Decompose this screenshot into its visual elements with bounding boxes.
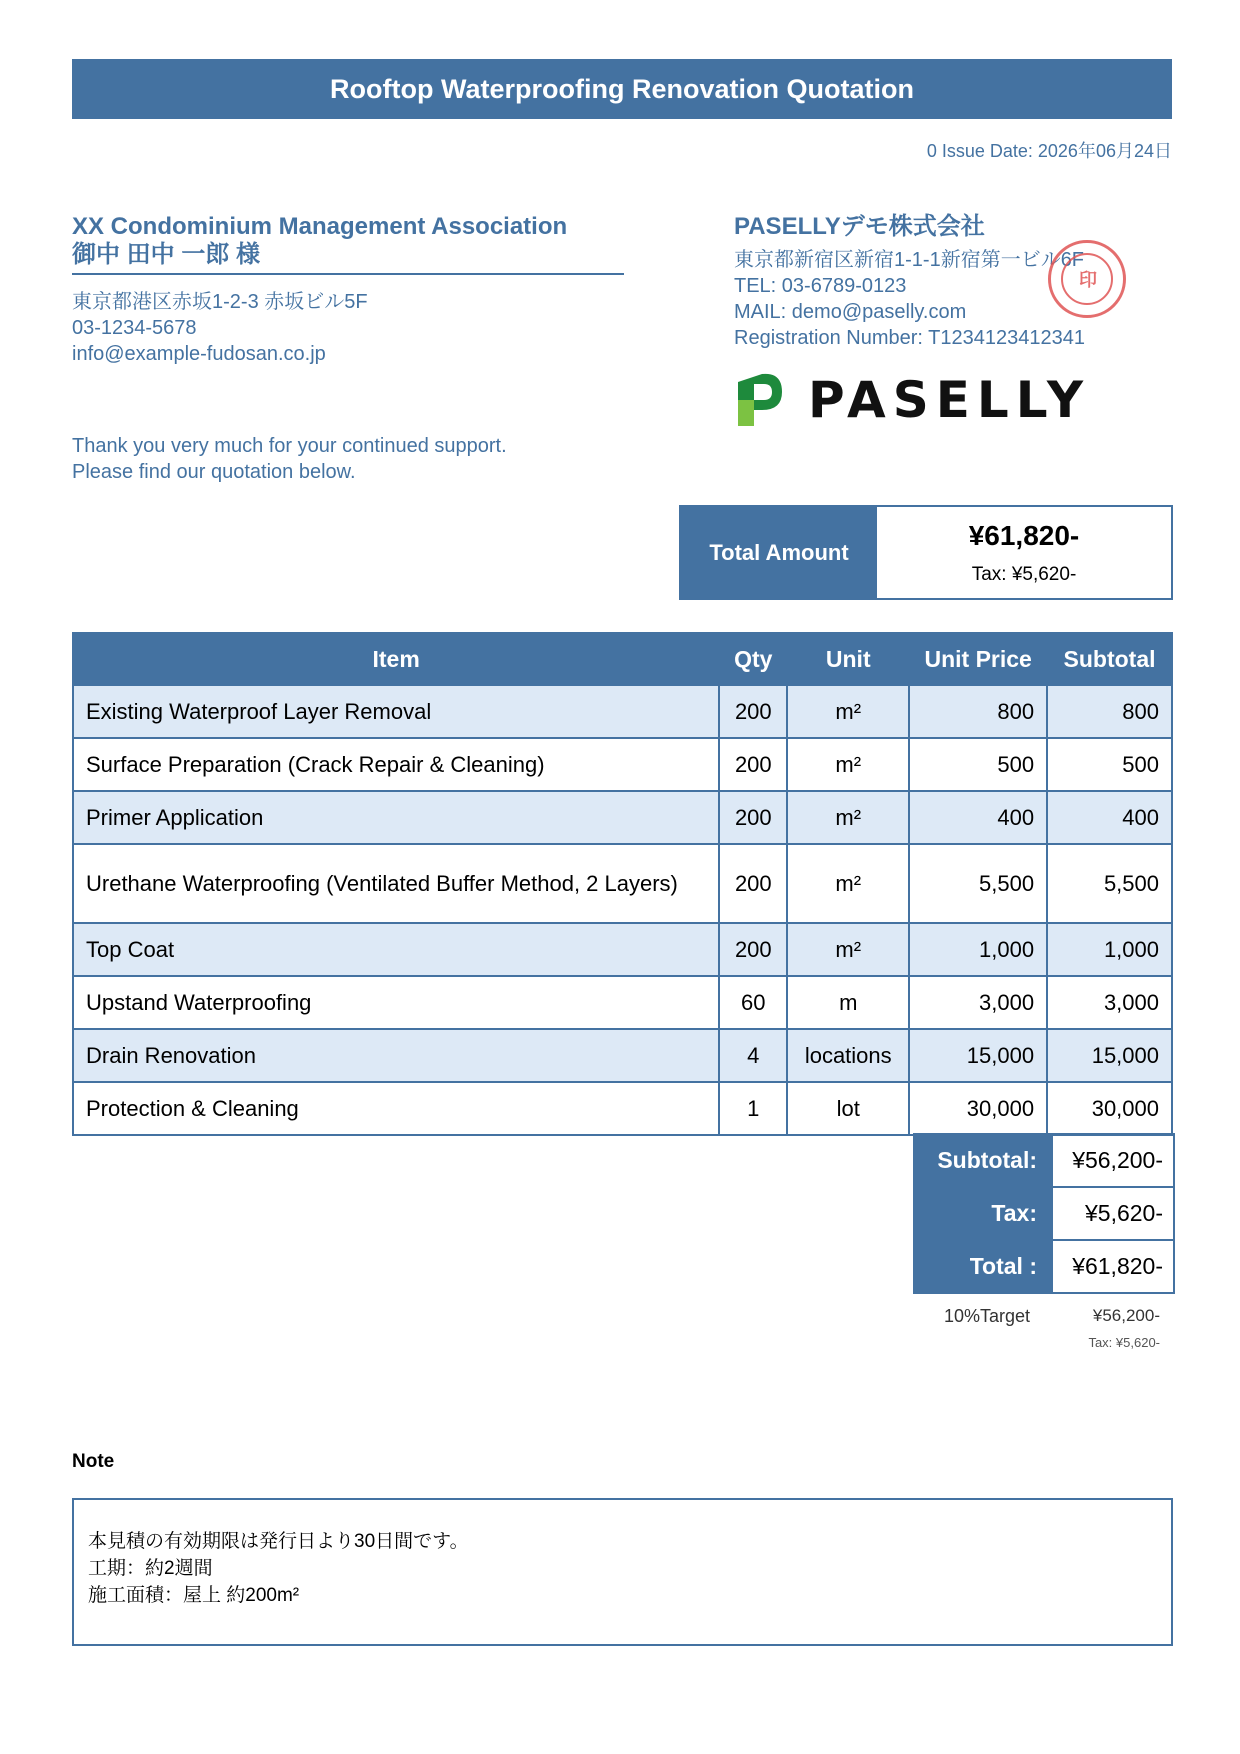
greeting	[72, 433, 507, 485]
document-title: Rooftop Waterproofing Renovation Quotation	[72, 59, 1172, 119]
cell-unit: m²	[787, 685, 909, 738]
company-address: 東京都新宿区新宿1-1-1新宿第一ビル6F	[734, 249, 1085, 271]
client-phone: 03-1234-5678	[72, 317, 197, 339]
cell-unit-price: 30,000	[909, 1082, 1047, 1135]
client-name	[72, 213, 624, 275]
cell-item: Surface Preparation (Crack Repair & Cleaning)	[73, 738, 719, 791]
cell-item: Protection & Cleaning	[73, 1082, 719, 1135]
seal-icon: 印	[1077, 270, 1097, 288]
cell-unit-price: 800	[909, 685, 1047, 738]
summary-tax-value: ¥5,620-	[1052, 1187, 1174, 1240]
company-name: PASELLYデモ株式会社	[734, 213, 985, 240]
cell-unit-price: 500	[909, 738, 1047, 791]
summary-subtotal-value: ¥56,200-	[1052, 1134, 1174, 1187]
cell-unit-price: 1,000	[909, 923, 1047, 976]
cell-subtotal: 800	[1047, 685, 1172, 738]
summary-tax-row	[914, 1187, 1174, 1240]
paselly-logo-icon	[734, 370, 786, 430]
cell-qty: 200	[719, 923, 787, 976]
cell-unit: m²	[787, 738, 909, 791]
cell-subtotal: 3,000	[1047, 976, 1172, 1029]
cell-unit-price: 15,000	[909, 1029, 1047, 1082]
tax-target-amount: ¥56,200-	[1092, 1306, 1160, 1325]
tax-target-label: 10%Target	[944, 1306, 1031, 1326]
column-header-qty: Qty	[719, 633, 787, 685]
total-amount-label: Total Amount	[681, 507, 877, 598]
table-row	[73, 1029, 1172, 1082]
client-block	[72, 213, 624, 367]
cell-qty: 200	[719, 844, 787, 923]
cell-subtotal: 500	[1047, 738, 1172, 791]
client-contact	[72, 289, 624, 367]
cell-qty: 200	[719, 685, 787, 738]
cell-subtotal: 15,000	[1047, 1029, 1172, 1082]
cell-unit: locations	[787, 1029, 909, 1082]
summary-tax-label: Tax:	[914, 1187, 1052, 1240]
client-address: 東京都港区赤坂1-2-3 赤坂ビル5F	[72, 291, 368, 313]
summary-subtotal-row	[914, 1134, 1174, 1187]
cell-unit: m²	[787, 844, 909, 923]
total-amount-tax: Tax: ¥5,620-	[971, 563, 1077, 585]
cell-unit: m	[787, 976, 909, 1029]
cell-item: Urethane Waterproofing (Ventilated Buffer Method, 2 Layers)	[73, 844, 719, 923]
table-row	[73, 685, 1172, 738]
table-row	[73, 791, 1172, 844]
company-block	[734, 213, 1085, 351]
company-tel: TEL: 03-6789-0123	[734, 275, 907, 297]
column-header-unit-price: Unit Price	[909, 633, 1047, 685]
table-row	[73, 844, 1172, 923]
client-email: info@example-fudosan.co.jp	[72, 343, 326, 365]
cell-qty: 1	[719, 1082, 787, 1135]
note-line: 工期：約2週間	[88, 1558, 213, 1579]
note-label: Note	[72, 1451, 115, 1472]
logo-wordmark: PASELLY	[808, 371, 1091, 429]
summary-total-row	[914, 1240, 1174, 1293]
note-line: 本見積の有効期限は発行日より30日間です。	[88, 1531, 469, 1552]
cell-subtotal: 400	[1047, 791, 1172, 844]
cell-item: Existing Waterproof Layer Removal	[73, 685, 719, 738]
cell-unit: lot	[787, 1082, 909, 1135]
cell-item: Upstand Waterproofing	[73, 976, 719, 1029]
line-items-table	[72, 632, 1173, 1136]
cell-qty: 60	[719, 976, 787, 1029]
company-logo	[734, 370, 1090, 430]
company-seal-stamp	[1048, 240, 1126, 318]
cell-item: Primer Application	[73, 791, 719, 844]
cell-unit-price: 400	[909, 791, 1047, 844]
cell-qty: 4	[719, 1029, 787, 1082]
summary-subtotal-label: Subtotal:	[914, 1134, 1052, 1187]
cell-subtotal: 30,000	[1047, 1082, 1172, 1135]
column-header-subtotal: Subtotal	[1047, 633, 1172, 685]
cell-qty: 200	[719, 738, 787, 791]
company-contact	[734, 247, 1085, 351]
note-line: 施工面積：屋上 約200m²	[88, 1585, 300, 1606]
cell-unit: m²	[787, 791, 909, 844]
client-name-line2: 御中 田中 一郎 様	[72, 241, 261, 268]
table-row	[73, 1082, 1172, 1135]
cell-unit-price: 5,500	[909, 844, 1047, 923]
company-mail: MAIL: demo@paselly.com	[734, 301, 967, 323]
greeting-line2: Please find our quotation below.	[72, 461, 356, 483]
client-name-line1: XX Condominium Management Association	[72, 213, 568, 240]
company-registration: Registration Number: T1234123412341	[734, 327, 1085, 349]
tax-target-tax: Tax: ¥5,620-	[1088, 1335, 1160, 1350]
note-box	[72, 1498, 1173, 1646]
total-amount-box	[679, 505, 1173, 600]
cell-unit-price: 3,000	[909, 976, 1047, 1029]
table-header-row	[73, 633, 1172, 685]
cell-subtotal: 1,000	[1047, 923, 1172, 976]
issue-date: 0 Issue Date: 2026年06月24日	[926, 141, 1172, 161]
total-amount-values	[877, 507, 1171, 598]
greeting-line1: Thank you very much for your continued support.	[72, 435, 507, 457]
total-amount-value: ¥61,820-	[968, 519, 1080, 551]
column-header-item: Item	[73, 633, 719, 685]
summary-total-value: ¥61,820-	[1052, 1240, 1174, 1293]
cell-item: Drain Renovation	[73, 1029, 719, 1082]
cell-subtotal: 5,500	[1047, 844, 1172, 923]
column-header-unit: Unit	[787, 633, 909, 685]
summary-total-label: Total :	[914, 1240, 1052, 1293]
table-row	[73, 976, 1172, 1029]
summary-table	[913, 1133, 1175, 1294]
cell-qty: 200	[719, 791, 787, 844]
table-row	[73, 923, 1172, 976]
table-row	[73, 738, 1172, 791]
cell-unit: m²	[787, 923, 909, 976]
cell-item: Top Coat	[73, 923, 719, 976]
